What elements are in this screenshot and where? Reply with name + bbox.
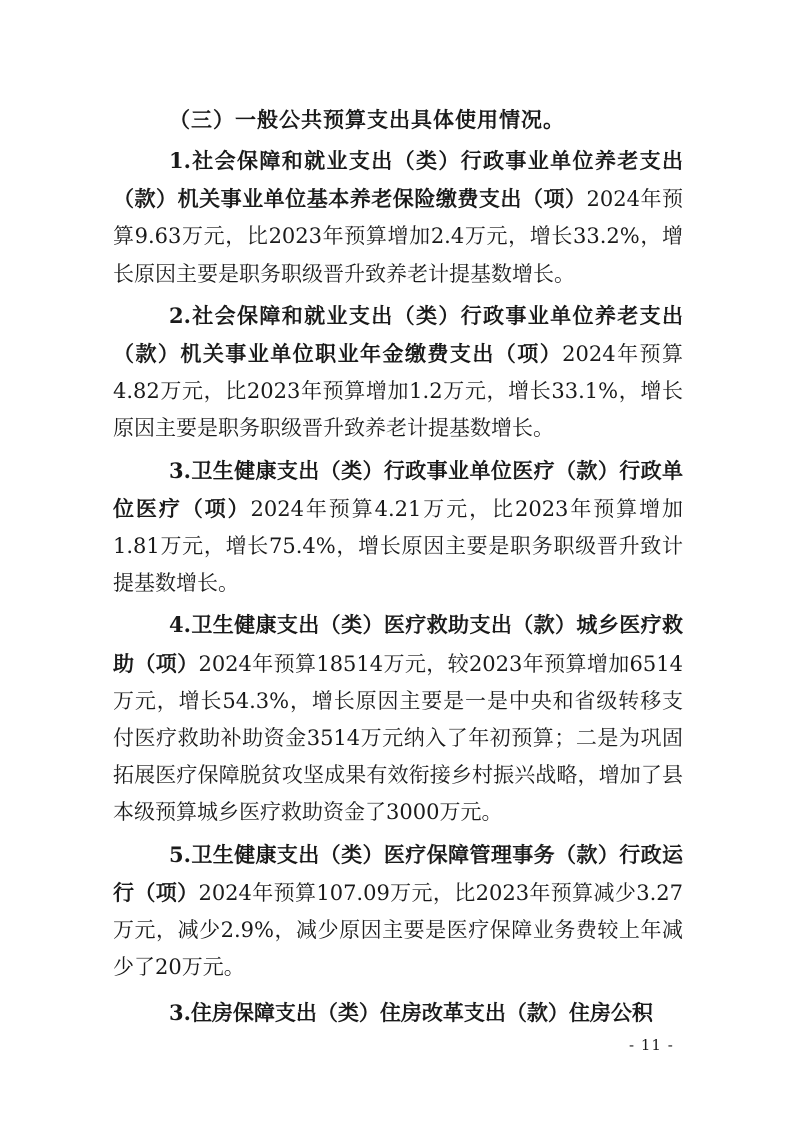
item-5-title: 5.卫生健康支出（类）医疗保障管理事务（款）行政运行（项） bbox=[113, 841, 683, 905]
page-number: - 11 - bbox=[629, 1036, 674, 1054]
item-4-text: 2024年预算18514万元，较2023年预算增加6514万元，增长54.3%，增长原因主要是一是中央和省级转移支付医疗救助补助资金3514万元纳入了年初预算；二是为巩固拓展医疗保障脱贫攻坚成果有效衔接乡村振兴战略，增加了县本级预算城乡医疗救助资金了3000万元。 bbox=[113, 651, 684, 825]
paragraph-item-3 bbox=[113, 452, 683, 603]
item-4-title: 4.卫生健康支出（类）医疗救助支出（款）城乡医疗救助（项） bbox=[113, 612, 683, 676]
item-3-text: 2024年预算4.21万元，比2023年预算增加1.81万元，增长75.4%，增长原因主要是职务职级晋升致计提基数增长。 bbox=[113, 496, 683, 596]
document-body bbox=[113, 98, 683, 1033]
section-heading: （三）一般公共预算支出具体使用情况。 bbox=[169, 107, 565, 132]
paragraph-item-5 bbox=[113, 836, 683, 987]
paragraph-item-2 bbox=[113, 297, 683, 448]
item-5-text: 2024年预算107.09万元，比2023年预算减少3.27万元，减少2.9%，减少原因主要是医疗保障业务费较上年减少了20万元。 bbox=[113, 880, 684, 980]
item-1-text: 2024年预算9.63万元，比2023年预算增加2.4万元，增长33.2%，增长原因主要是职务职级晋升致养老计提基数增长。 bbox=[113, 187, 683, 286]
item-3-title: 3.卫生健康支出（类）行政事业单位医疗（款）行政单位医疗（项） bbox=[113, 457, 683, 521]
paragraph-item-4 bbox=[113, 606, 683, 831]
paragraph-item-1 bbox=[113, 142, 683, 293]
item-1-title: 1.社会保障和就业支出（类）行政事业单位养老支出（款）机关事业单位基本养老保险缴费支出（项） bbox=[113, 148, 683, 212]
item-2-text: 2024年预算4.82万元，比2023年预算增加1.2万元，增长33.1%，增长原因主要是职务职级晋升致养老计提基数增长。 bbox=[113, 342, 683, 441]
paragraph-item-6 bbox=[113, 994, 683, 1032]
item-2-title: 2.社会保障和就业支出（类）行政事业单位养老支出（款）机关事业单位职业年金缴费支出（项） bbox=[113, 302, 683, 367]
item-6-title: 3.住房保障支出（类）住房改革支出（款）住房公积 bbox=[169, 1000, 653, 1026]
